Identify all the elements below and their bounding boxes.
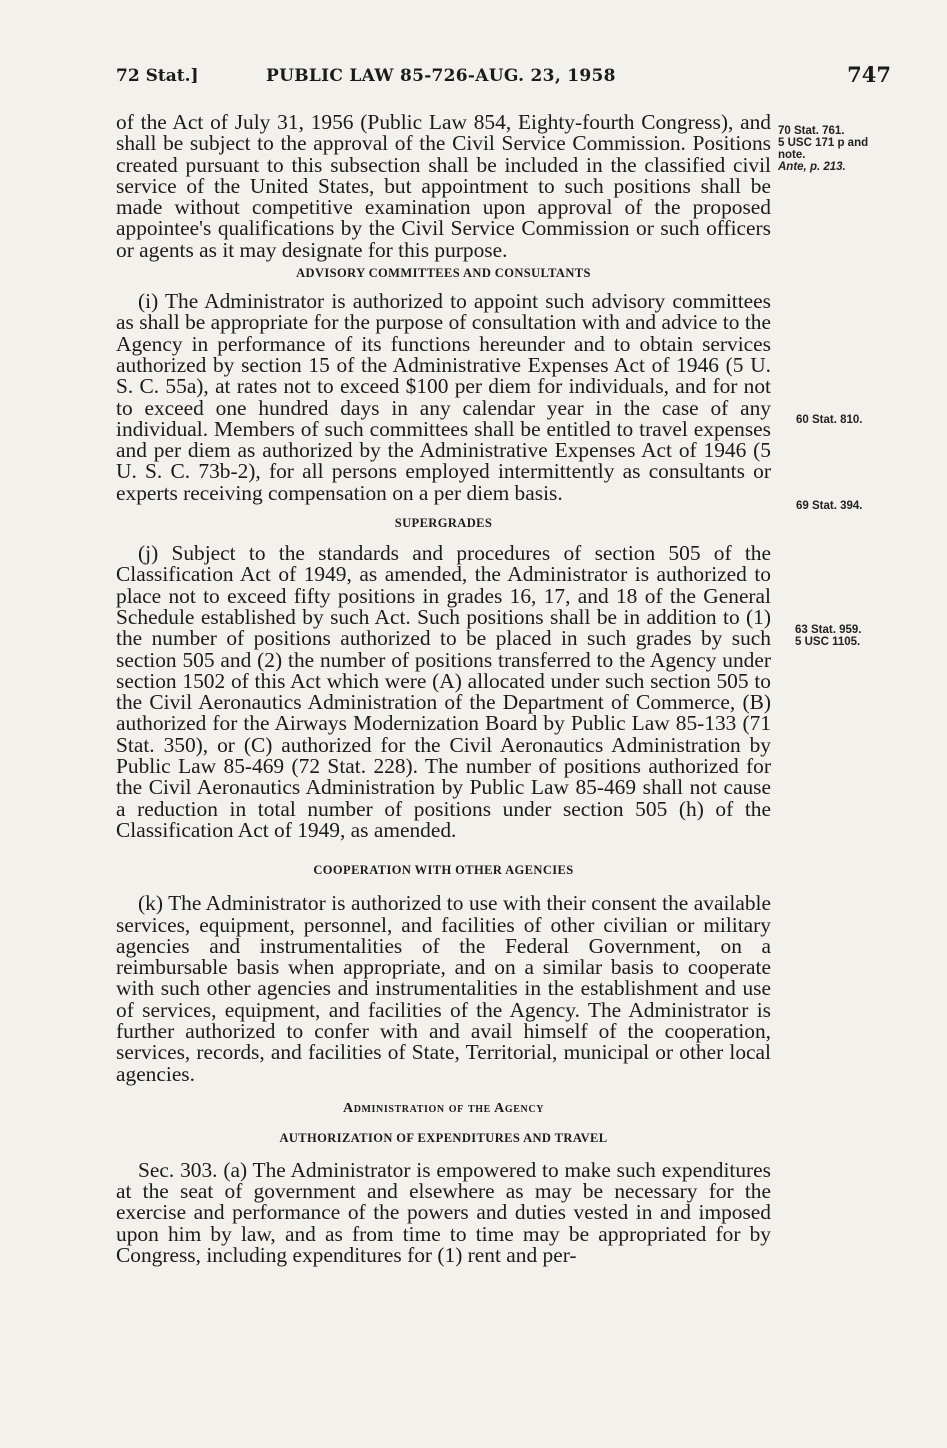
running-header [116,62,891,96]
page-number: 747 [847,62,891,87]
paragraph-k: (k) The Administrator is authorized to use with their consent the available services, equipment, personnel, and facilities of other civilian or military agencies and instrumentalities of the Federal Government, on a reimbursable basis when appropriate, and on a similar basis to cooperate with such other agencies and instrumentalities in the establishment and use of services, equipment, and facilities of the Agency. The Administrator is further authorized to confer with and avail himself of the cooperation, services, records, and facilities of State, Territorial, municipal or other local agencies. [116,891,771,1086]
margin-note-line: 5 USC 1105. [795,636,861,648]
margin-note [796,414,862,426]
law-title: PUBLIC LAW 85-726-AUG. 23, 1958 [266,66,616,86]
continued-paragraph: of the Act of July 31, 1956 (Public Law 854, Eighty-fourth Congress), and shall be subject to the approval of the Civil Service Commission. Positions created pursuant to this subsection shall be included in the classified civil service of the United States, but appointment to such positions shall be made without competitive examination upon approval of the proposed appointee's qualifications by the Civil Service Commission or such officers or agents as it may designate for this purpose. [116,110,771,262]
margin-note [778,125,868,173]
margin-note [796,500,862,512]
paragraph-j: (j) Subject to the standards and procedures of section 505 of the Classification Act of 1949, as amended, the Administrator is authorized to place not to exceed fifty positions in grades 16, 17, and 18 of the General Schedule established by such Act. Such positions shall be in addition to (1) the number of positions authorized to be placed in such grades by such section 505 and (2) the number of positions transferred to the Agency under section 1502 of this Act which were (A) allocated under such section 505 to the Civil Aeronautics Administration of the Department of Commerce, (B) authorized for the Airways Modernization Board by Public Law 85-133 (71 Stat. 350), or (C) authorized for the Civil Aeronautics Administration by Public Law 85-469 (72 Stat. 228). The number of positions authorized for the Civil Aeronautics Administration by Public Law 85-469 shall not cause a reduction in total number of positions under section 505 (h) of the Classification Act of 1949, as amended. [116,541,771,842]
margin-note-line: 69 Stat. 394. [796,500,863,512]
margin-note-line: 60 Stat. 810. [796,414,863,426]
page-body [116,112,771,1266]
section-heading-cooperation: COOPERATION WITH OTHER AGENCIES [313,863,574,878]
margin-note-line: note. [778,149,806,161]
margin-note-line: Ante, p. 213. [778,161,846,173]
section-heading-expenditures: AUTHORIZATION OF EXPENDITURES AND TRAVEL [279,1130,608,1145]
section-heading-supergrades: SUPERGRADES [394,516,493,531]
section-303-paragraph: Sec. 303. (a) The Administrator is empowered to make such expenditures at the seat of government and elsewhere as may be necessary for the exercise and performance of the powers and duties vested in and imposed upon him by law, and as from time to time may be appropriated for by Congress, including expenditures for (1) rent and per- [116,1157,771,1268]
volume-reference: 72 Stat.] [116,66,199,86]
part-heading-administration: Administration of the Agency [342,1100,545,1116]
margin-note [795,624,861,648]
margin-note-line: 5 USC 171 p and [778,137,869,149]
section-heading-advisory: ADVISORY COMMITTEES AND CONSULTANTS [296,266,591,281]
margin-note-line: 70 Stat. 761. [778,125,845,137]
margin-note-line: 63 Stat. 959. [795,624,862,636]
paragraph-i: (i) The Administrator is authorized to appoint such advisory committees as shall be appropriate for the purpose of consultation with and advice to the Agency in performance of its functions hereunder and to obtain services authorized by section 15 of the Administrative Expenses Act of 1946 (5 U. S. C. 55a), at rates not to exceed $100 per diem for individuals, and for not to exceed one hundred days in any calendar year in the case of any individual. Members of such committees shall be entitled to travel expenses and per diem as authorized by the Administrative Expenses Act of 1946 (5 U. S. C. 73b-2), for all persons employed intermittently as consultants or experts receiving compensation on a per diem basis. [116,289,771,505]
